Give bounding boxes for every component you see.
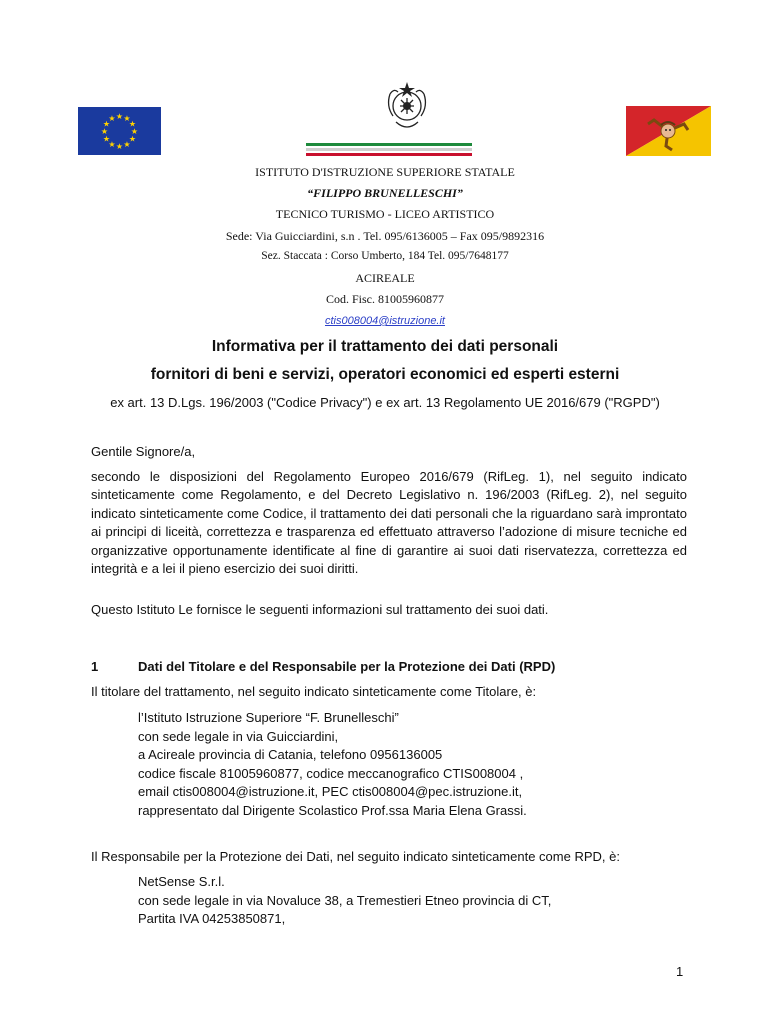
document-title: Informativa per il trattamento dei dati personali bbox=[211, 338, 559, 355]
svg-text:★: ★ bbox=[102, 119, 111, 129]
svg-text:★: ★ bbox=[123, 140, 131, 149]
section-number: 1 bbox=[91, 659, 99, 674]
dpo-line: Partita IVA 04253850871, bbox=[138, 911, 286, 926]
svg-text:★: ★ bbox=[108, 114, 116, 123]
legal-reference: ex art. 13 D.Lgs. 196/2003 ("Codice Privacy") e ex art. 13 Regolamento UE 2016/679 ("RGPD") bbox=[110, 395, 660, 410]
tricolor-divider bbox=[306, 143, 472, 161]
controller-line: email ctis008004@istruzione.it, PEC ctis008004@pec.istruzione.it, bbox=[138, 784, 523, 799]
italian-republic-emblem-icon bbox=[376, 76, 438, 138]
dpo-details bbox=[138, 873, 551, 929]
institute-type: TECNICO TURISMO - LICEO ARTISTICO bbox=[275, 207, 495, 221]
svg-text:★: ★ bbox=[115, 112, 124, 121]
info-line: Questo Istituto Le fornisce le seguenti informazioni sul trattamento dei suoi dati. bbox=[91, 602, 549, 617]
institute-city: ACIREALE bbox=[355, 271, 415, 285]
dpo-line: con sede legale in via Novaluce 38, a Tremestieri Etneo provincia di CT, bbox=[138, 892, 552, 908]
controller-details bbox=[138, 709, 527, 820]
controller-line: codice fiscale 81005960877, codice meccanografico CTIS008004 , bbox=[138, 765, 524, 781]
document-subtitle: fornitori di beni e servizi, operatori economici ed esperti esterni bbox=[150, 366, 620, 383]
svg-text:★: ★ bbox=[115, 142, 124, 151]
page-number: 1 bbox=[676, 964, 684, 979]
greeting: Gentile Signore/a, bbox=[91, 444, 196, 459]
controller-line: l’Istituto Istruzione Superiore “F. Brunelleschi” bbox=[138, 710, 399, 725]
section-heading: Dati del Titolare e del Responsabile per la Protezione dei Dati (RPD) bbox=[138, 659, 556, 674]
dpo-line: NetSense S.r.l. bbox=[138, 874, 225, 889]
controller-line: con sede legale in via Guicciardini, bbox=[138, 728, 339, 744]
svg-text:★: ★ bbox=[102, 134, 111, 144]
svg-text:★: ★ bbox=[123, 114, 131, 123]
svg-text:★: ★ bbox=[108, 140, 116, 149]
institute-email-link[interactable]: ctis008004@istruzione.it bbox=[324, 315, 445, 327]
sicily-flag-icon bbox=[626, 106, 711, 156]
eu-flag-icon bbox=[78, 107, 161, 155]
intro-paragraph: secondo le disposizioni del Regolamento Europeo 2016/679 (RifLeg. 1), nel seguito indicato sinteticamente come Regolamento, e del Decreto Legislativo n. 196/2003 (RifLeg. 2), nel seguito indicato sinteticamente come Codice, il trattamento dei dati personali che la riguardano sarà improntato ai principi di liceità, correttezza e trasparenza ed effettuato attraverso l’adozione di misure tecniche ed organizzative opportunamente identificate al fine di garantire ai suoi dati riservatezza, correttezza ed integrità e a lei il pieno esercizio dei suoi diritti. bbox=[91, 469, 687, 577]
institute-seat: Sede: Via Guicciardini, s.n . Tel. 095/6136005 – Fax 095/9892316 bbox=[225, 229, 545, 243]
institute-tax-code: Cod. Fisc. 81005960877 bbox=[325, 292, 444, 306]
controller-line: a Acireale provincia di Catania, telefono 0956136005 bbox=[138, 747, 443, 762]
svg-text:★: ★ bbox=[128, 119, 137, 129]
institute-line: ISTITUTO D'ISTRUZIONE SUPERIORE STATALE bbox=[255, 165, 515, 179]
institute-branch: Sez. Staccata : Corso Umberto, 184 Tel. 095/7648177 bbox=[261, 250, 509, 262]
institute-name: “FILIPPO BRUNELLESCHI” bbox=[307, 186, 463, 200]
dpo-intro: Il Responsabile per la Protezione dei Dati, nel seguito indicato sinteticamente come RPD, è: bbox=[91, 849, 620, 864]
svg-text:★: ★ bbox=[128, 134, 137, 144]
svg-text:★: ★ bbox=[130, 127, 139, 136]
svg-text:★: ★ bbox=[100, 127, 109, 136]
controller-intro: Il titolare del trattamento, nel seguito indicato sinteticamente come Titolare, è: bbox=[91, 684, 537, 699]
controller-line: rappresentato dal Dirigente Scolastico Prof.ssa Maria Elena Grassi. bbox=[138, 802, 527, 818]
